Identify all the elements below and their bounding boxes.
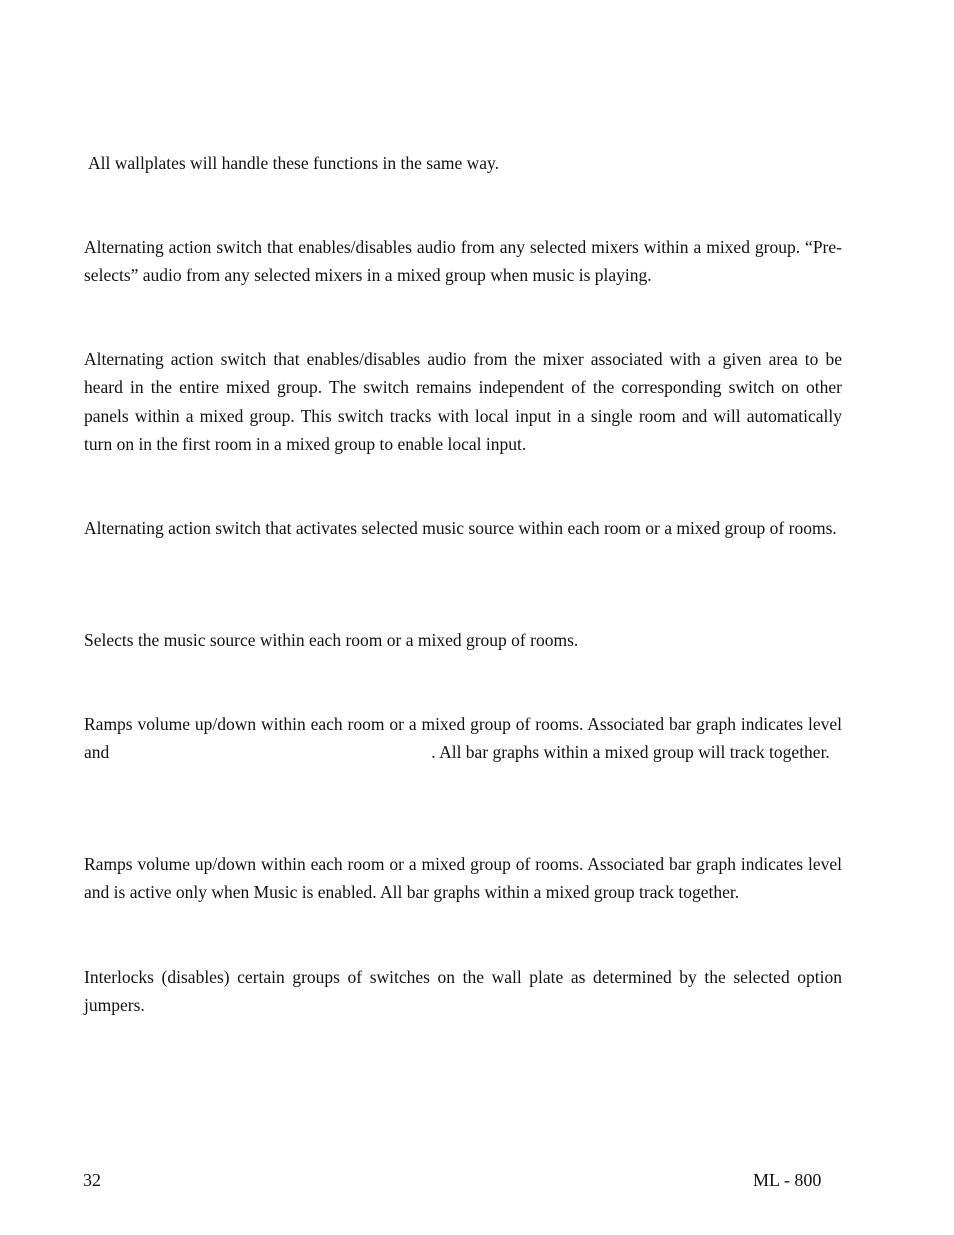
page-number: 32: [83, 1170, 101, 1190]
paragraph-music-switch: Alternating action switch that activates selected music source within each room or a mixed group of rooms.: [84, 518, 837, 538]
paragraph-mixed-group-switch: Alternating action switch that enables/disables audio from any selected mixers within a mixed group. “Pre-selects” audio from any selected mixers in a mixed group when music is playing.: [84, 237, 842, 286]
paragraph-source-select: Selects the music source within each room or a mixed group of rooms.: [84, 630, 579, 650]
paragraph-local-mixer-switch: Alternating action switch that enables/disables audio from the mixer associated with a given area to be heard in the entire mixed group. The switch remains independent of the corresponding switch on other panels within a mixed group. This switch tracks with local input in a single room and will automatically turn on in the first room in a mixed group to enable local input.: [84, 349, 842, 454]
intro-text: All wallplates will handle these functions in the same way.: [88, 153, 499, 173]
paragraph-music-volume-ramp: Ramps volume up/down within each room or a mixed group of rooms. Associated bar graph indicates level and is active only when Music is enabled. All bar graphs within a mixed group track together.: [84, 854, 842, 903]
volume-ramp-text-start: Ramps volume up/down within each room or a mixed group of rooms. Associated bar graph indicates level and: [84, 714, 842, 763]
paragraph-interlock: Interlocks (disables) certain groups of switches on the wall plate as determined by the selected option jumpers.: [84, 967, 842, 1016]
paragraph-volume-ramp: [84, 710, 842, 767]
document-id: ML - 800: [753, 1170, 822, 1190]
volume-ramp-text-end: . All bar graphs within a mixed group will track together.: [431, 742, 830, 763]
